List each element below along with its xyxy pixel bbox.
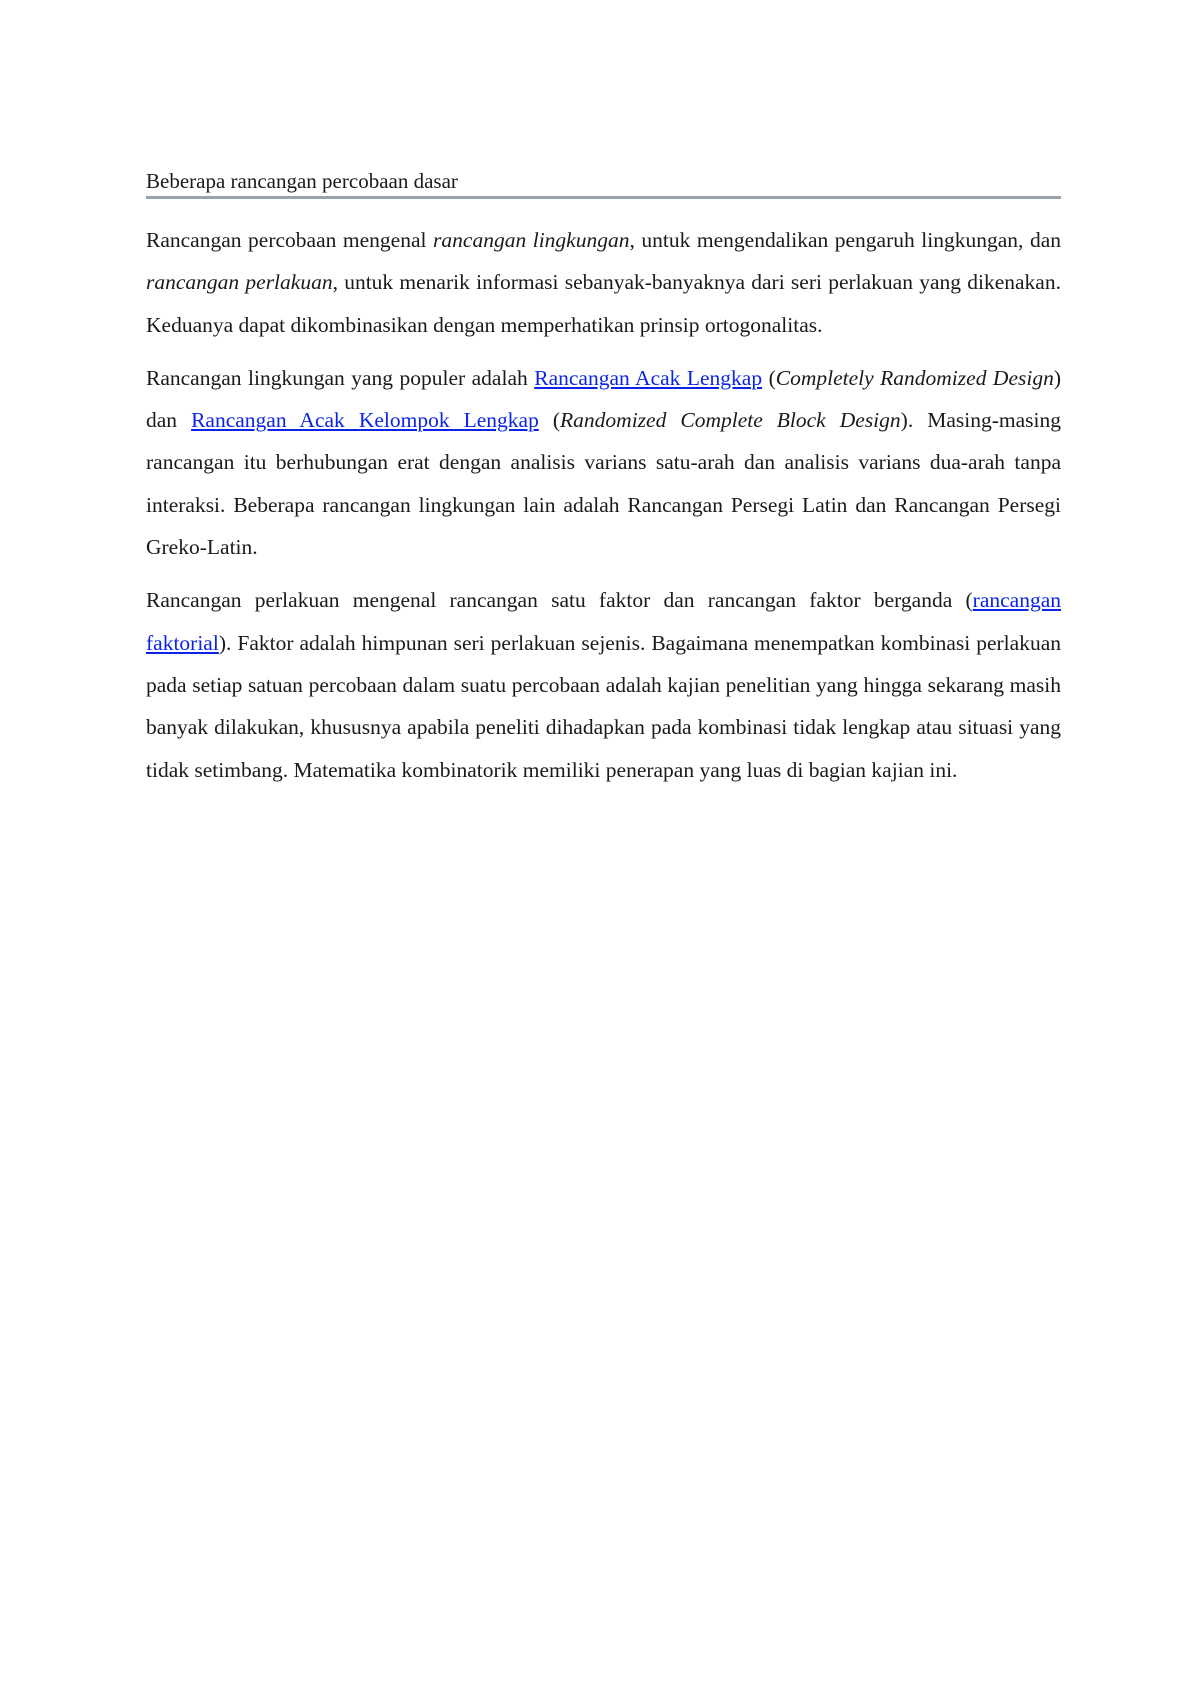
text-span: , untuk mengendalikan pengaruh lingkungan, dan (629, 228, 1061, 252)
link-rancangan-acak-lengkap[interactable]: Rancangan Acak Lengkap (534, 365, 763, 390)
italic-term: rancangan perlakuan (146, 270, 333, 295)
text-span: ) dan (146, 365, 1061, 433)
link-rancangan-faktorial[interactable]: rancangan faktorial (146, 588, 1061, 655)
text-span: Rancangan lingkungan yang populer adalah (146, 365, 535, 390)
text-span: , untuk menarik informasi sebanyak-banyaknya dari seri perlakuan yang dikenakan. Keduanya dapat dikombinasikan dengan memperhatikan prinsip ortogonalitas. (146, 270, 1061, 337)
document-content (146, 168, 1061, 802)
text-span: Rancangan perlakuan mengenal rancangan satu faktor dan rancangan faktor berganda ( (146, 588, 973, 613)
link-rancangan-acak-kelompok-lengkap[interactable]: Rancangan Acak Kelompok Lengkap (191, 408, 539, 433)
text-span: ). Faktor adalah himpunan seri perlakuan sejenis. Bagaimana menempatkan kombinasi perlakuan pada setiap satuan percobaan dalam suatu percobaan adalah kajian penelitian yang hingga sekarang masih banyak dilakukan, khususnya apabila peneliti dihadapkan pada kombinasi tidak lengkap atau situasi yang tidak setimbang. Matematika kombinatorik memiliki penerapan yang luas di bagian kajian ini. (146, 630, 1061, 782)
section-heading: Beberapa rancangan percobaan dasar (146, 168, 1061, 199)
italic-term: rancangan lingkungan (433, 228, 630, 252)
paragraph-treatment-designs (146, 579, 1061, 790)
italic-term: Randomized Complete Block Design (560, 408, 901, 433)
paragraph-environment-designs (146, 357, 1061, 568)
text-span: ). Masing-masing rancangan itu berhubungan erat dengan analisis varians satu-arah dan analisis varians dua-arah tanpa interaksi. Beberapa rancangan lingkungan lain adalah Rancangan Persegi Latin dan Rancangan Persegi Greko-Latin. (146, 408, 1062, 560)
paragraph-environment-treatment-design (146, 219, 1061, 346)
text-span: ( (538, 408, 561, 433)
italic-term: Completely Randomized Design (775, 365, 1054, 390)
text-span: ( (762, 365, 776, 390)
text-span: Rancangan percobaan mengenal (146, 228, 434, 252)
